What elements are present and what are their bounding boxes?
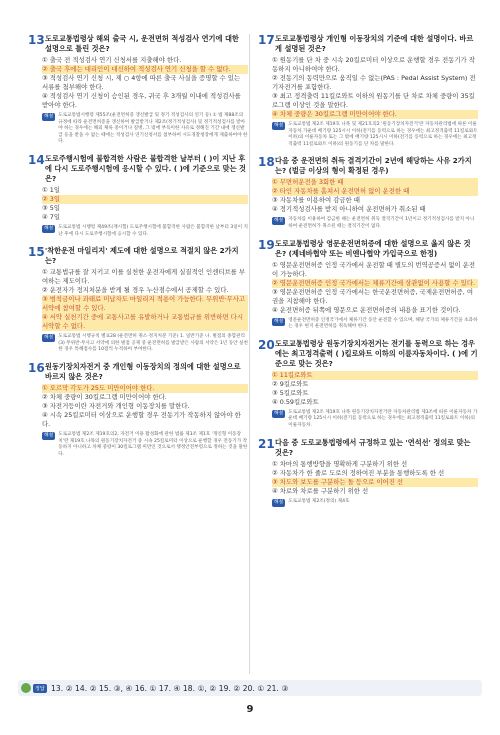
page-number: 9	[246, 704, 254, 715]
question-header	[258, 239, 478, 259]
question-header	[28, 154, 248, 184]
question-header	[258, 34, 478, 54]
answer-option: ② 전동기의 동력만으로 움직일 수 없는(PAS : Pedal Assist System) 전기자전거를 포함한다.	[272, 74, 476, 91]
explanation-badge: 해설	[274, 499, 284, 505]
question-number: 16	[28, 360, 45, 375]
explanation-text: 영문운전면허증 인정국가에서 체류기간 동안 운전할 수 있으며, 해당 국가의 체류기간을 초과하는 경우 현지 운전면허를 취득해야 한다.	[288, 317, 478, 330]
explanation-badge: 해설	[274, 123, 284, 128]
question-17	[258, 34, 478, 148]
question-20	[258, 339, 478, 430]
answer-option: ① 오르막 각도가 25도 미만이어야 한다.	[42, 384, 248, 393]
answer-option: ④ 서약 실천기간 중에 교통사고를 유발하거나 교통법규를 위반하면 다시 서약할 수 없다.	[42, 313, 248, 331]
answer-option: ④ 차체 중량은 30킬로그램 미만이어야 한다.	[272, 110, 478, 119]
explanation-text: 도로교통법 제2조 제19호 나목 원동기장치자전거란 자동차관리법 제3조에 따른 이륜자동차 가운데 배기량 125시시 이하(전기를 동력으로 하는 경우에는 최고정격출력 11킬로와트 이하)의 이륜자동차.	[288, 409, 478, 428]
question-21	[258, 438, 478, 507]
answer-option: ④ 차로와 차로를 구분하기 위한 선	[272, 486, 369, 495]
question-18	[258, 156, 478, 230]
explanation-badge: 해설	[44, 225, 54, 231]
explanation-badge: 해설	[44, 432, 54, 438]
column-divider	[249, 34, 250, 674]
explanation	[42, 225, 248, 238]
answer-option: ③ 최고 정격출력 11킬로와트 이하의 원동기를 단 차로 차체 중량이 35킬로그램 이상인 것을 말한다.	[272, 92, 475, 109]
question-number: 14	[28, 152, 45, 167]
answer-options	[42, 268, 248, 331]
explanation	[42, 334, 248, 354]
circle-icon	[21, 683, 31, 693]
answer-option: ③ 자전거등이란 자전거와 개인형 이동장치를 말한다.	[42, 401, 190, 410]
answer-options	[272, 460, 478, 496]
answer-options	[272, 56, 478, 119]
answer-option: ① 영문운전면허증 인정 국가에서 운전할 때 별도의 번역공증서 없이 운전이 가능하다.	[272, 260, 476, 278]
question-header	[28, 362, 248, 382]
answer-option: ② 9킬로와트	[272, 379, 309, 388]
answer-options	[272, 178, 478, 214]
answer-option: ② 차체 중량이 30킬로그램 미만이어야 한다.	[42, 392, 167, 401]
question-header	[258, 438, 478, 458]
answer-option: ② 영문운전면허증 인정 국가에서는 체류기간에 상관없이 사용할 수 있다.	[272, 279, 478, 288]
answer-option: ① 11킬로와트	[272, 371, 478, 380]
explanation	[272, 217, 478, 230]
answer-option: ③ 자동차를 이용하여 감금한 때	[272, 196, 360, 205]
answer-key-icon	[21, 682, 51, 694]
answer-option: ③ 적성검사 연기 신청 시, 제 ○ 4항에 따른 출국 사실을 증명할 수 있는 서류를 첨부해야 한다.	[42, 74, 241, 91]
question-stem: 도로교통법령상 영문운전면허증에 대한 설명으로 옳지 않은 것은? (제네바협약 또는 비엔나협약 가입국으로 한정)	[275, 238, 471, 258]
answer-option: ① 무면허운전을 3회한 때	[272, 178, 478, 187]
question-15	[28, 246, 248, 354]
answer-option: ① 1일	[42, 185, 60, 194]
explanation-badge: 해설	[274, 318, 284, 324]
answer-key-tag: 정답	[35, 685, 45, 692]
question-number: 15	[28, 245, 45, 260]
question-number: 21	[258, 436, 275, 451]
answer-option: ④ 시속 25킬로미터 이상으로 운행할 경우 전동기가 작동하지 않아야 한다.	[42, 410, 241, 428]
answer-options	[42, 384, 248, 429]
question-14	[28, 154, 248, 238]
question-header	[258, 339, 478, 369]
question-number: 19	[258, 237, 275, 252]
question-number: 17	[258, 33, 275, 47]
explanation	[272, 318, 478, 331]
explanation-text: 도로교통법 제2조 제19호의2, 자전거 이용 활성화에 관한 법률 제3조 제1호 '개인형 이동장치'란 제19호 나목의 원동기장치자전거 중 시속 25킬로미터 이상으로 운행할 경우 전동기가 작동하지 아니하고 차체 중량이 30킬로그램 미만인 것으로서 행정안전부령으로 정하는 것을 말한다.	[58, 431, 248, 457]
question-stem: 도로교통법령상 개인형 이동장치의 기준에 대한 설명이다. 바르게 설명된 것은?	[275, 34, 474, 53]
question-stem: 도로교통법령상 원동기장치자전거는 전기를 동력으로 하는 경우에는 최고정격출력 ( )킬로와트 이하의 이륜자동차이다. ( )에 기준으로 맞는 것은?	[275, 338, 478, 368]
explanation-badge: 해설	[274, 218, 284, 224]
answer-option: ② 출국 후에는 대리인이 대신하여 적성검사 연기 신청을 할 수 없다.	[42, 65, 248, 74]
question-header	[28, 246, 248, 266]
answer-option: ② 타인 자동차를 훔쳐서 운전면허 없이 운전한 때	[272, 187, 478, 196]
answer-option: ③ 5킬로와트	[272, 388, 309, 397]
explanation-text: 도로교통법 제2조 제19호 나목 및 제21호의2 '원동기장치자전거'란 자동차관리법에 따른 이륜자동차 가운데 배기량 125시시 이하(전기를 동력으로 하는 경우에는 최고정격출력 11킬로와트 이하)의 이륜자동차 또는 그 밖에 배기량 125시시 이하(전기를 동력으로 하는 경우에는 최고정격출력 11킬로와트 이하)의 원동기를 단 차를 말한다.	[288, 122, 478, 147]
question-stem: 도로주행시험에 불합격한 사람은 불합격한 날부터 ( )이 지난 후에 다시 도로주행시험에 응시할 수 있다. ( )에 기준으로 맞는 것은?	[45, 153, 246, 183]
explanation-badge: 해설	[44, 335, 54, 341]
question-stem: 원동기장치자전거 중 개인형 이동장치의 정의에 대한 설명으로 바르지 않은 것은?	[45, 361, 241, 381]
question-header	[258, 156, 478, 176]
explanation	[272, 499, 478, 507]
explanation	[42, 432, 248, 458]
answer-option: ② 자동차가 한 줄로 도로의 정하여진 부분을 통행하도록 한 선	[272, 468, 445, 477]
answer-option: ① 차마의 통행방향을 명확하게 구분하기 위한 선	[272, 459, 408, 468]
explanation	[272, 122, 478, 148]
left-column	[28, 34, 248, 466]
answer-option: ③ 범칙금이나 과태료 미납자도 마일리지 적용이 가능한다. 무위반·무사고 서약에 참여할 수 있다.	[42, 295, 248, 313]
answer-option: ③ 영문운전면허증 인정 국가에서는 한국운전면허증, 국제운전면허증, 여권을 지참해야 한다.	[272, 287, 474, 305]
question-stem: 다음 중 도로교통법령에서 규정하고 있는 '연석선' 정의로 맞는 것은?	[275, 437, 471, 457]
explanation	[42, 113, 248, 146]
question-number: 18	[258, 155, 275, 170]
question-stem: '착한운전 마일리지' 제도에 대한 설명으로 적절치 않은 2가지는?	[45, 246, 239, 266]
question-number: 20	[258, 337, 275, 352]
answer-option: ① 원동기를 단 차 중 시속 20킬로미터 이상으로 운행할 경우 전동기가 작동하지 아니하여야 한다.	[272, 56, 475, 73]
question-13	[28, 34, 248, 146]
explanation-text: 자동차를 이용하여 감금한 때는 운전면허 취득 결격기간이 1년이고 정기적성검사를 받지 아니하여 운전면허가 취소된 때는 결격기간이 없다.	[288, 217, 475, 229]
question-header	[28, 34, 248, 54]
answer-options	[272, 371, 478, 407]
question-19	[258, 239, 478, 331]
answer-option: ① 출국 전 적성검사 연기 신청서를 지출해야 한다.	[42, 56, 182, 64]
question-stem: 다음 중 운전면허 취득 결격기간이 2년에 해당하는 사유 2가지는? (벌금 이상의 형이 확정된 경우)	[275, 156, 472, 176]
right-column	[258, 34, 478, 515]
explanation-badge: 해설	[44, 114, 54, 119]
answer-option: ④ 적성검사 연기 신청이 승인된 경우, 귀국 후 3개월 이내에 적성검사를 받아야 한다.	[42, 92, 241, 109]
answer-options	[42, 186, 248, 222]
question-stem: 도로교통법령상 해외 출국 시, 운전면허 적성검사 연기에 대한 설명으로 틀린 것은?	[45, 34, 239, 53]
answer-option: ④ 운전면허증 뒤쪽에 영문으로 운전면허증의 내용을 표기한 것이다.	[272, 305, 461, 314]
question-number: 13	[28, 33, 45, 47]
answer-option: ① 교통법규를 잘 지키고 이를 실천한 운전자에게 실질적인 인센티브를 부여하는 제도이다.	[42, 268, 246, 286]
explanation	[272, 410, 478, 430]
answer-option: ④ 0.59킬로와트	[272, 397, 319, 406]
answer-option: ③ 차도와 보도를 구분하는 돌 등으로 이어진 선	[272, 478, 478, 487]
explanation-badge: 해설	[274, 410, 284, 416]
answer-option: ② 운전자가 정지처분을 받게 될 경우 누산점수에서 공제할 수 있다.	[42, 286, 229, 295]
answer-option: ② 3일	[42, 195, 248, 204]
explanation-text: 도로교통법 제2조(정의) 제4호	[288, 498, 350, 504]
answer-options	[42, 56, 248, 110]
answer-option: ④ 정기적성검사를 받지 아니하여 운전면허가 취소된 때	[272, 205, 426, 214]
answer-key-text: 13. ② 14. ② 15. ③, ④ 16. ① 17. ④ 18. ①, ② 19. ② 20. ① 21. ③	[51, 683, 289, 693]
answer-option: ④ 7일	[42, 212, 60, 221]
explanation-text: 도로교통법 시행규칙 별표28 (운전면허 취소·정지처분 기준) 1. 일반기준 나. 벌점의 종합관리 (3) 무위반·무사고 서약에 의한 벌점 공제 중 운전면허를 발급받은 사람의 서약은 1년 동안 실천한 경우 특혜점수를 10점씩 누적하여 부여한다.	[58, 334, 248, 353]
explanation-text: 도로교통법 시행령 제49조(재시험) 도로주행시험에 불합격한 사람은 불합격한 날부터 3일이 지난 후에 다시 도로주행시험에 응시할 수 있다.	[58, 224, 248, 237]
question-16	[28, 362, 248, 458]
answer-option: ③ 5일	[42, 203, 60, 212]
explanation-text: 도로교통법시행령 제55조(운전면허증 갱신발급 및 정기 적성검사의 연기 등) ① 법 제88조의 규정에 따라 운전면허증을 갱신하여 발급받거나 제2조(정기적성검사) 및 정기적성검사를 받아야 하는 경우에는 해외 체류 중이거나 질병, 그 밖에 부득이한 사유로 정해진 기간 내에 갱신발급 등을 받을 수 없는 때에는 적성검사 연기신청서를 첨부하여 시도경찰청장에게 제출하여야 한다.	[58, 113, 248, 145]
answer-key-bar	[18, 680, 482, 696]
answer-options	[272, 261, 478, 315]
